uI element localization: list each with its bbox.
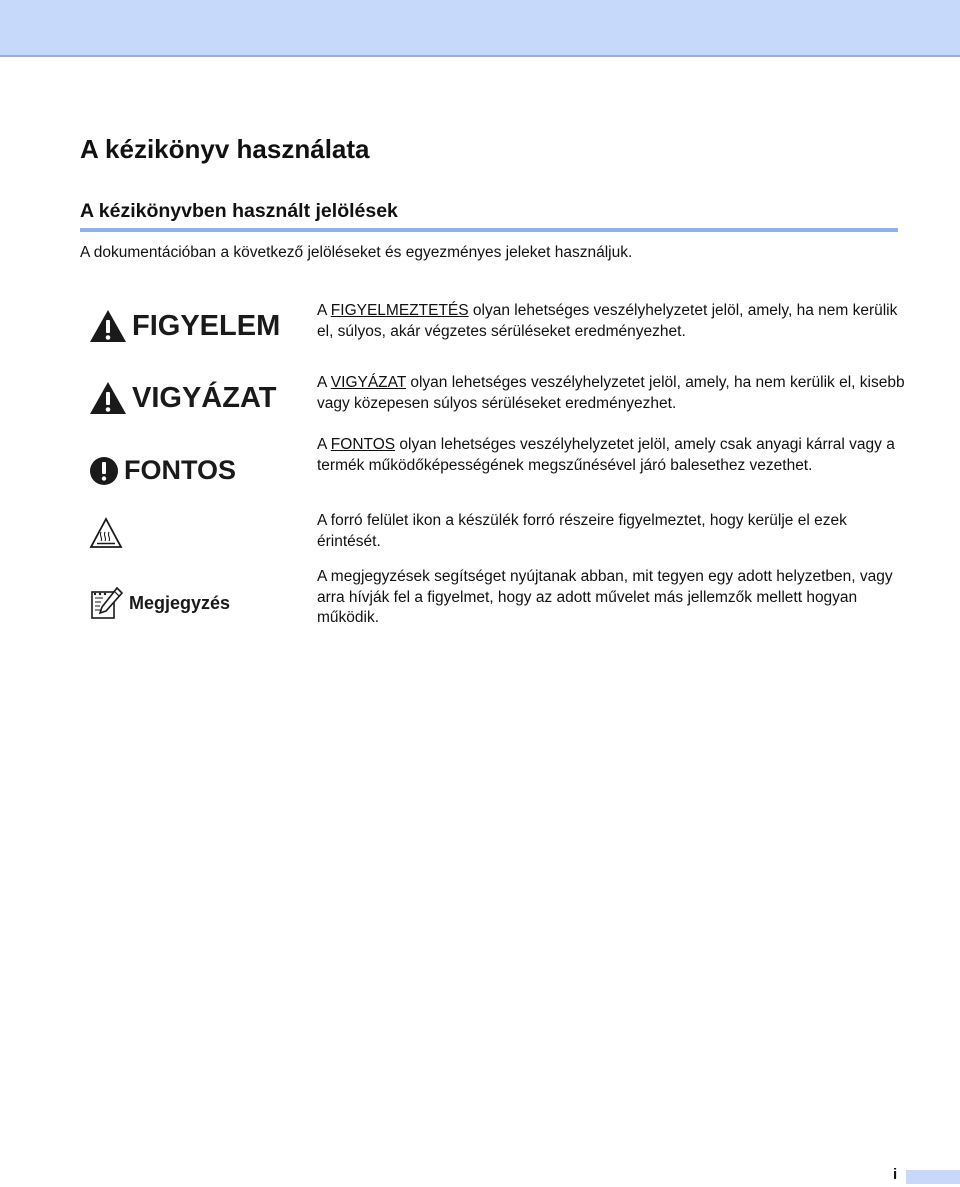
section-divider <box>80 228 898 232</box>
description-warning: A FIGYELMEZTETÉS olyan lehetséges veszélyhelyzetet jelöl, amely, ha nem kerülik el, súlyos, akár végzetes sérüléseket eredményezhet. <box>317 302 898 340</box>
description-note: A megjegyzések segítséget nyújtanak abban, mit tegyen egy adott helyzetben, vagy arra hívják fel a figyelmet, hogy az adott művelet más jellemzők mellett hogyan működik. <box>317 568 893 626</box>
section-title: A kézikönyvben használt jelölések <box>80 200 398 222</box>
term-warning: FIGYELMEZTETÉS <box>330 302 469 319</box>
caution-triangle-icon <box>89 381 127 415</box>
header-band <box>0 0 960 57</box>
description-caution: A VIGYÁZAT olyan lehetséges veszélyhelyzetet jelöl, amely, ha nem kerülik el, kisebb vagy közepesen súlyos sérüléseket eredményezhet. <box>317 374 905 412</box>
legend-label-hot-surface <box>89 517 123 549</box>
description-important: A FONTOS olyan lehetséges veszélyhelyzetet jelöl, amely csak anyagi kárral vagy a termék működőképességének megszűnésével járó balesethez vezethet. <box>317 436 895 474</box>
label-note-text: Megjegyzés <box>129 592 231 613</box>
page-title: A kézikönyv használata <box>80 134 370 164</box>
label-important-text: FONTOS <box>124 455 237 485</box>
section-intro: A dokumentációban a következő jelöléseket és egyezményes jeleket használjuk. <box>80 244 633 261</box>
legend-label-caution <box>89 381 276 415</box>
term-important: FONTOS <box>330 436 396 453</box>
legend-label-note <box>89 586 230 620</box>
legend-label-important <box>89 455 236 486</box>
description-hot-surface: A forró felület ikon a készülék forró részeire figyelmeztet, hogy kerülje el ezek érintését. <box>317 512 847 550</box>
label-warning-text: FIGYELEM <box>132 309 281 342</box>
page-number: i <box>893 1166 898 1183</box>
hot-surface-icon <box>89 517 123 549</box>
note-pencil-icon <box>89 586 123 620</box>
exclamation-circle-icon <box>89 456 119 486</box>
legend-label-warning <box>89 309 280 343</box>
footer-tab <box>906 1170 960 1184</box>
warning-triangle-icon <box>89 309 127 343</box>
label-caution-text: VIGYÁZAT <box>132 381 277 414</box>
term-caution: VIGYÁZAT <box>330 374 407 391</box>
